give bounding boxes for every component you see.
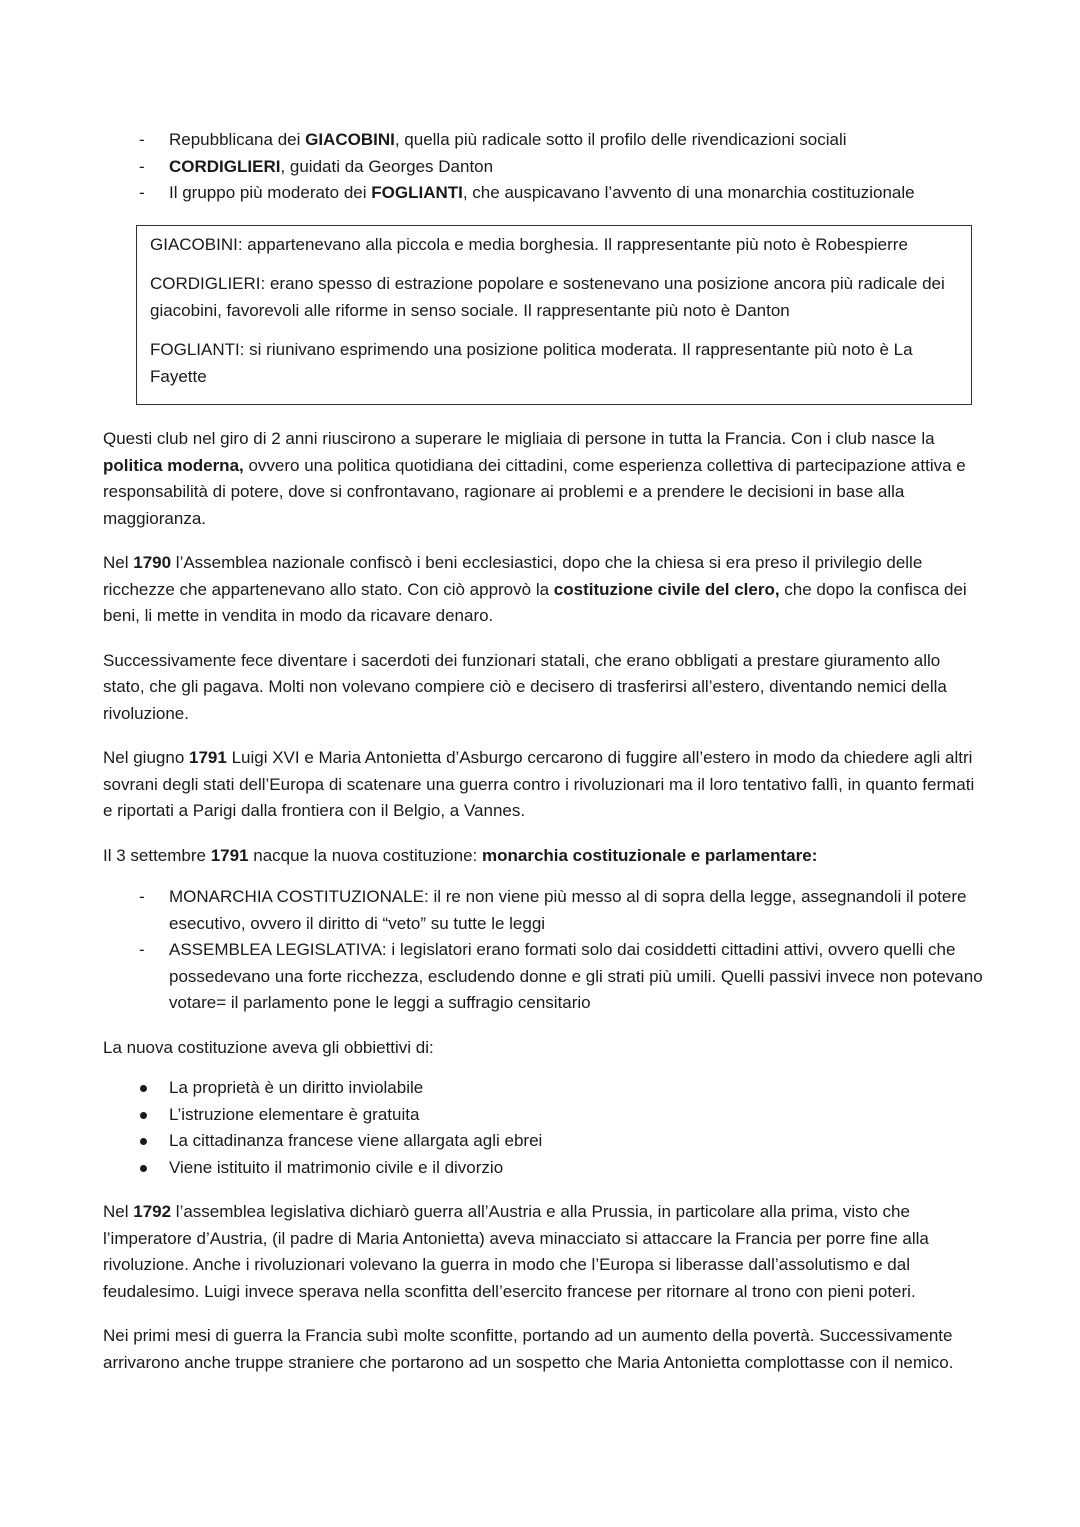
paragraph-priests: Successivamente fece diventare i sacerdoti dei funzionari statali, che erano obbligati a prestare giuramento allo stato, che gli pagava. Molti non volevano compiere ciò e decisero di trasferirsi all’estero, diventando nemici della rivoluzione. <box>103 650 947 723</box>
list-item: La cittadinanza francese viene allargata agli ebrei <box>103 1128 983 1155</box>
list-item: - MONARCHIA COSTITUZIONALE: il re non viene più messo al di sopra della legge, assegnandoli il potere esecutivo, ovvero il diritto di “veto” su tutte le leggi <box>103 884 983 937</box>
box-foglianti: FOGLIANTI: si riunivano esprimendo una posizione politica moderata. Il rappresentante più noto è La Fayette <box>150 340 913 386</box>
list-item: La proprietà è un diritto inviolabile <box>103 1075 983 1102</box>
clubs-info-box <box>136 225 972 406</box>
paragraph-war: Nei primi mesi di guerra la Francia subì molte sconfitte, portando ad un aumento della povertà. Successivamente arrivarono anche truppe straniere che portarono ad un sospetto che Maria Antonietta complottasse con il nemico. <box>103 1326 954 1372</box>
list-item: - ASSEMBLEA LEGISLATIVA: i legislatori erano formati solo dai cosiddetti cittadini attivi, ovvero quelli che possedevano una forte ricchezza, escludendo donne e gli strati più umili. Quelli passivi invece non potevano votare= il parlamento pone le leggi a suffragio censitario <box>103 937 983 1017</box>
box-giacobini: GIACOBINI: appartenevano alla piccola e media borghesia. Il rappresentante più noto è Robespierre <box>150 234 908 254</box>
paragraph-1791-flight: Nel giugno 1791 Luigi XVI e Maria Antonietta d’Asburgo cercarono di fuggire all’estero in modo da chiedere agli altri sovrani degli stati dell’Europa di scatenare una guerra contro i rivoluzionari ma il loro tentativo fallì, in quanto fermati e riportati a Parigi dalla frontiera con il Belgio, a Vannes. <box>103 748 975 820</box>
list-item: - CORDIGLIERI, guidati da Georges Danton <box>103 154 983 181</box>
box-cordiglieri: CORDIGLIERI: erano spesso di estrazione popolare e sostenevano una posizione ancora più radicale dei giacobini, favorevoli alle riforme in senso sociale. Il rappresentante più noto è Danton <box>150 274 945 320</box>
club-list <box>103 127 983 207</box>
paragraph-objectives: La nuova costituzione aveva gli obbiettivi di: <box>103 1037 434 1057</box>
list-item: L’istruzione elementare è gratuita <box>103 1102 983 1129</box>
list-item: - Il gruppo più moderato dei FOGLIANTI, che auspicavano l’avvento di una monarchia costituzionale <box>103 180 983 207</box>
paragraph-1790: Nel 1790 l’Assemblea nazionale confiscò i beni ecclesiastici, dopo che la chiesa si era preso il privilegio delle ricchezze che appartenevano allo stato. Con ciò approvò la costituzione civile del clero, che dopo la confisca dei beni, li mette in vendita in modo da ricavare denaro. <box>103 553 967 625</box>
constitution-list <box>103 884 983 1017</box>
document-content <box>103 127 983 1376</box>
paragraph-clubs: Questi club nel giro di 2 anni riuscirono a superare le migliaia di persone in tutta la Francia. Con i club nasce la politica moderna, ovvero una politica quotidiana dei cittadini, come esperienza collettiva di partecipazione attiva e responsabilità di potere, dove si confrontavano, ragionare ai problemi e a prendere le decisioni in base alla maggioranza. <box>103 429 966 528</box>
paragraph-1791-constitution: Il 3 settembre 1791 nacque la nuova costituzione: monarchia costituzionale e parlamentare: <box>103 845 818 865</box>
objectives-list <box>103 1075 983 1181</box>
paragraph-1792: Nel 1792 l’assemblea legislativa dichiarò guerra all’Austria e alla Prussia, in particolare alla prima, visto che l’imperatore d’Austria, (il padre di Maria Antonietta) aveva minacciato si attaccare la Francia per porre fine alla rivoluzione. Anche i rivoluzionari volevano la guerra in modo che l’Europa si liberasse dall’assolutismo e dal feudalesimo. Luigi invece sperava nella sconfitta dell’esercito francese per ritornare al trono con pieni poteri. <box>103 1202 929 1301</box>
list-item: Viene istituito il matrimonio civile e il divorzio <box>103 1155 983 1182</box>
list-item: - Repubblicana dei GIACOBINI, quella più radicale sotto il profilo delle rivendicazioni sociali <box>103 127 983 154</box>
